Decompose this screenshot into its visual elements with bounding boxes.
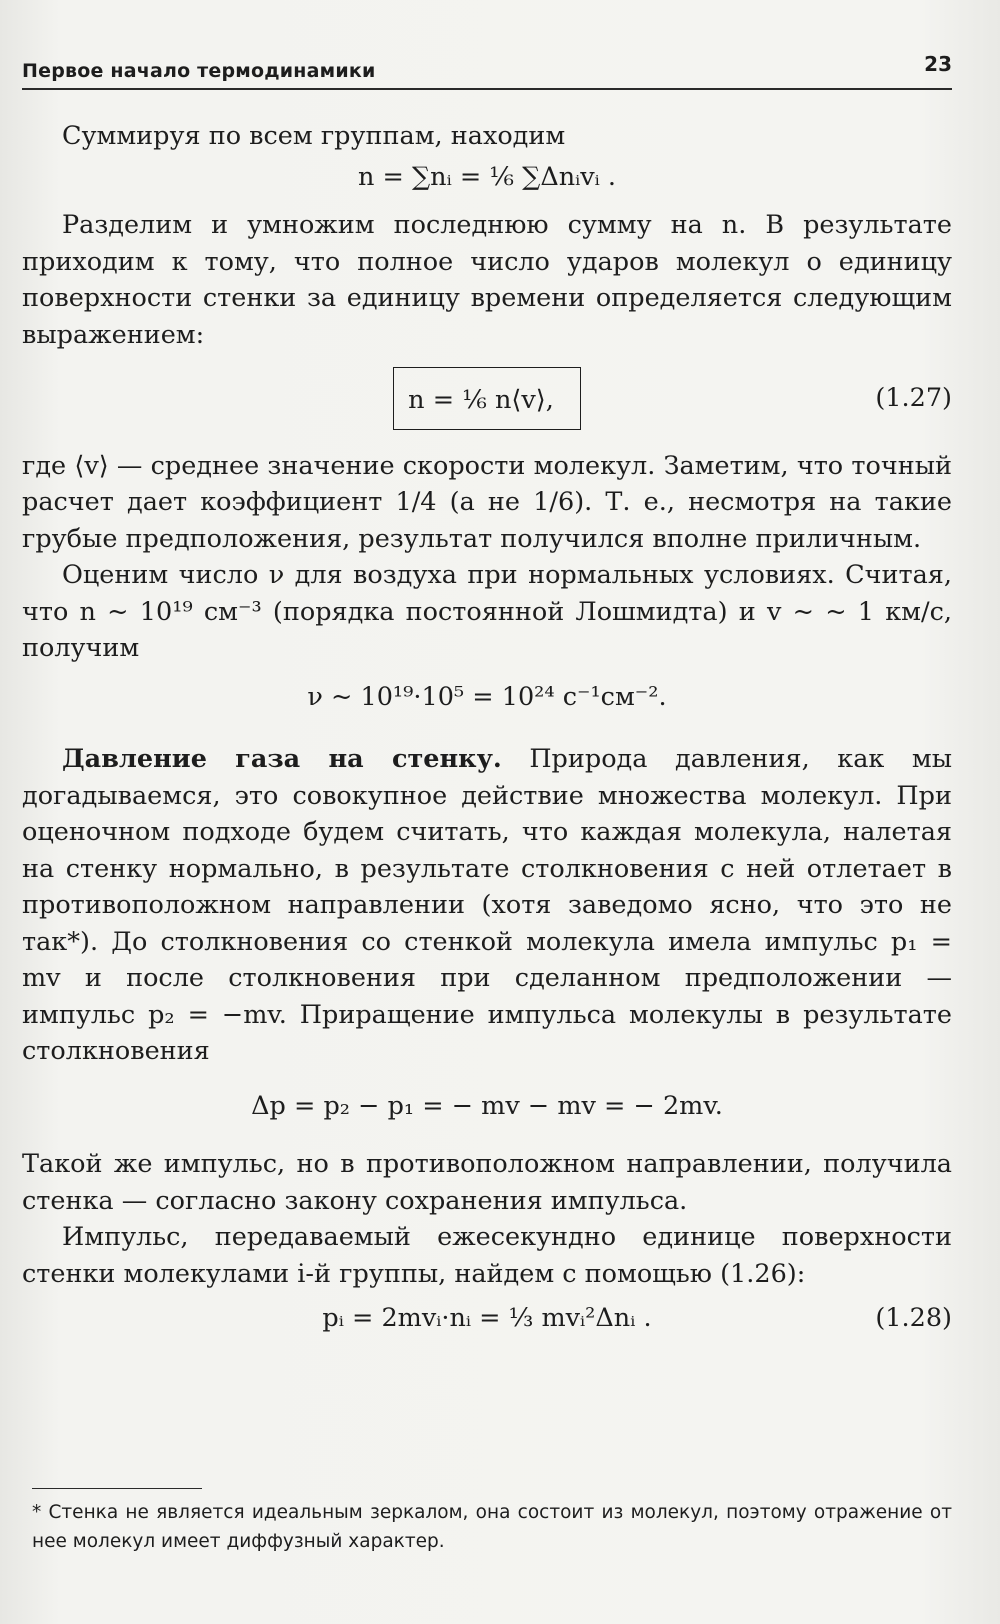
formula-impulse [22,1300,952,1337]
paragraph: где ⟨v⟩ — среднее значение скорости молекул. Заметим, что точный расчет дает коэффициент 1/4 (а не 1/6). Т. е., несмотря на такие грубые предположения, результат получился вполне приличным. [22,450,952,554]
formula-sum-text: n = ∑nᵢ = ⅙ ∑Δnᵢvᵢ . [357,161,617,192]
formula-momentum-change [22,1088,952,1125]
footnote: * Стенка не является идеальным зеркалом, она состоит из молекул, поэтому отражение от нее молекул имеет диффузный характер. [32,1502,952,1552]
equation-number: (1.27) [875,383,952,413]
equation-number: (1.28) [875,1303,952,1333]
running-title: Первое начало термодинамики [22,60,376,82]
paragraph: Импульс, передаваемый ежесекундно единице поверхности стенки молекулами i-й группы, найдем с помощью (1.26): [22,1222,952,1289]
formula-boxed [22,367,952,430]
paragraph: Разделим и умножим последнюю сумму на n. В результате приходим к тому, что полное число ударов молекул о единицу поверхности стенки за единицу времени определяется следующим выражением: [22,210,952,350]
paragraph [22,741,952,1070]
formula-sum [22,159,952,196]
paragraph-text: Природа давления, как мы догадываемся, это совокупное действие множества молекул. При оценочном подходе будем считать, что каждая молекула, налетая на стенку нормально, в результате столкновения с ней отлетает в противоположном направлении (хотя заведомо ясно, что это не так*). До столкновения со стенкой молекула имела импульс p₁ = mv и после столкновения при сделанном предположении — импульс p₂ = −mv. Приращение импульса молекулы в результате столкновения [22,744,952,1066]
paragraph: Суммируя по всем группам, находим [62,121,566,151]
body-text [22,118,952,1349]
paragraph: Оценим число ν для воздуха при нормальных условиях. Считая, что n ~ 10¹⁹ см⁻³ (порядка постоянной Лошмидта) и v ~ ~ 1 км/с, получим [22,560,952,663]
page-header [22,52,952,90]
paragraph: Такой же импульс, но в противоположном направлении, получила стенка — согласно закону сохранения импульса. [22,1149,952,1216]
footnote-rule [32,1488,202,1489]
formula-box [393,367,581,430]
page-number: 23 [924,52,952,76]
formula-boxed-text: n = ⅙ n⟨v⟩, [408,385,554,415]
section-run-in-heading: Давление газа на стенку. [62,744,502,774]
formula-estimate-text: ν ~ 10¹⁹·10⁵ = 10²⁴ с⁻¹см⁻². [307,681,667,712]
formula-momentum-change-text: Δp = p₂ − p₁ = − mv − mv = − 2mv. [251,1090,723,1121]
formula-impulse-text: pᵢ = 2mvᵢ·nᵢ = ⅓ mvᵢ²Δnᵢ . [322,1303,652,1333]
formula-estimate [22,679,952,716]
